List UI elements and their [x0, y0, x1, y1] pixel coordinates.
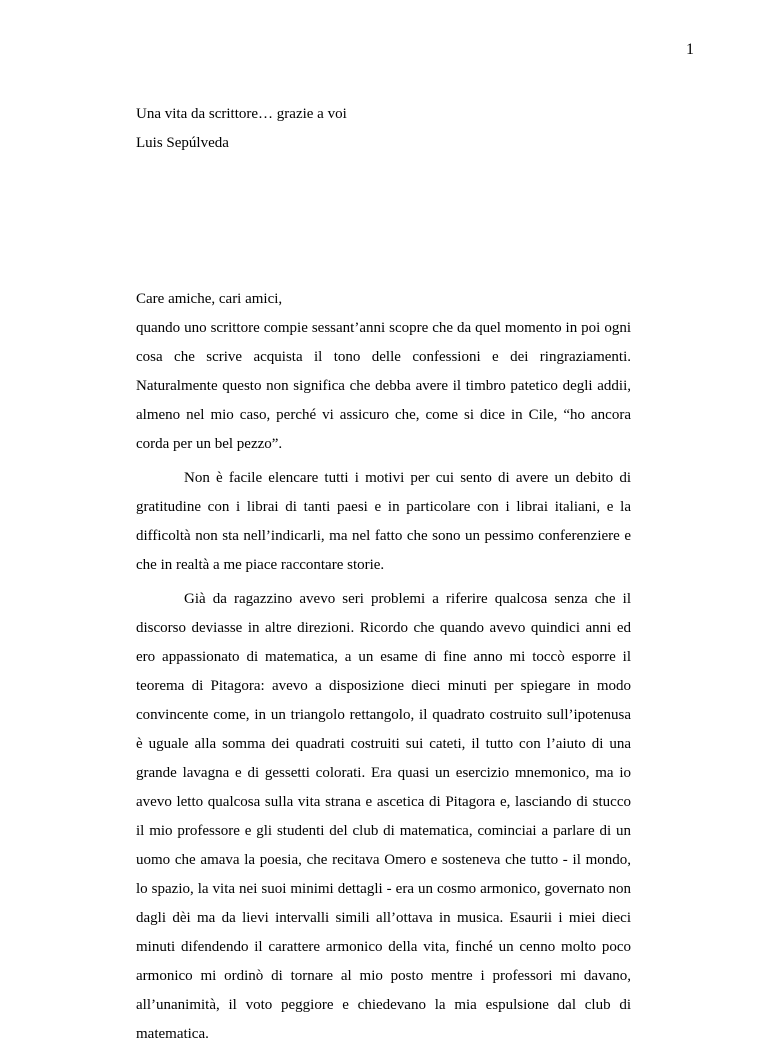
paragraph-3: Già da ragazzino avevo seri problemi a riferire qualcosa senza che il discorso deviasse in altre direzioni. Ricordo che quando avevo quindici anni ed ero appassionato di matematica, a un esame di fine anno mi toccò esporre il teorema di Pitagora: avevo a disposizione dieci minuti per spiegare in modo convincente come, in un triangolo rettangolo, il quadrato costruito sull’ipotenusa è uguale alla somma dei quadrati costruiti sui cateti, il tutto con l’aiuto di una grande lavagna e di gessetti colorati. Era quasi un esercizio mnemonico, ma io avevo letto qualcosa sulla vita strana e ascetica di Pitagora e, lasciando di stucco il mio professore e gli studenti del club di matematica, cominciai a parlare di un uomo che amava la poesia, che recitava Omero e sosteneva che tutto - il mondo, lo spazio, la vita nei suoi minimi dettagli - era un cosmo armonico, governato non dagli dèi ma da lievi intervalli simili all’ottava in musica. Esaurii i miei dieci minuti difendendo il carattere armonico della vita, finché un cenno molto poco armonico mi ordinò di tornare al mio posto mentre i professori mi davano, all’unanimità, il voto peggiore e chiedevano la mia espulsione dal club di matematica. [136, 591, 631, 1042]
letter-body [136, 285, 631, 1049]
salutation: Care amiche, cari amici, [136, 291, 283, 307]
document-title: Una vita da scrittore… grazie a voi [136, 106, 347, 122]
paragraph-1: quando uno scrittore compie sessant’anni scopre che da quel momento in poi ogni cosa che scrive acquista il tono delle confessioni e dei ringraziamenti. Naturalmente questo non significa che debba avere il timbro patetico degli addii, almeno nel mio caso, perché vi assicuro che, come si dice in Cile, “ho ancora corda per un bel pezzo”. [136, 320, 631, 452]
header-block [136, 100, 347, 158]
author-name: Luis Sepúlveda [136, 135, 229, 151]
paragraph-2: Non è facile elencare tutti i motivi per cui sento di avere un debito di gratitudine con i librai di tanti paesi e in particolare con i librai italiani, e la difficoltà non sta nell’indicarli, ma nel fatto che sono un pessimo conferenziere e che in realtà a me piace raccontare storie. [136, 470, 631, 573]
page-number: 1 [686, 41, 694, 58]
